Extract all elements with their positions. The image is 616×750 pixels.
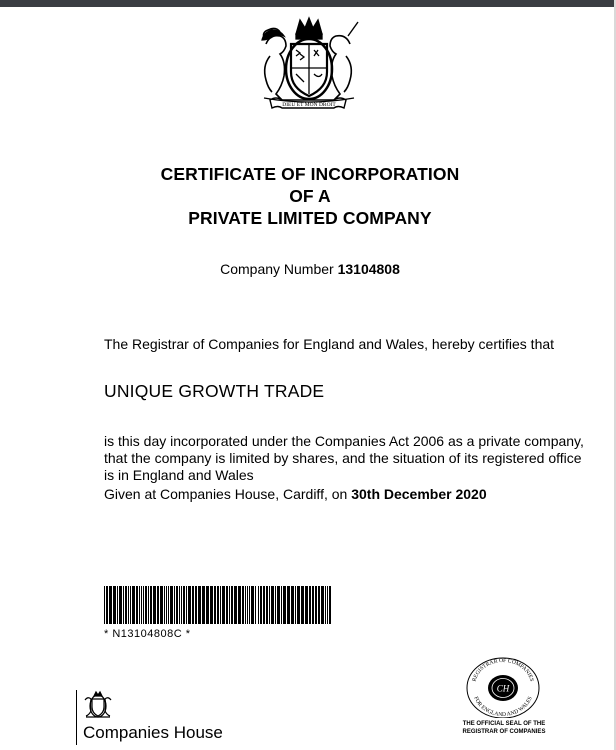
barcode-bar — [234, 586, 237, 624]
seal-caption — [452, 720, 556, 736]
barcode-bar — [109, 586, 112, 624]
barcode-bar — [222, 586, 225, 624]
barcode-bar — [301, 586, 304, 624]
barcode-bar — [128, 586, 129, 624]
barcode-bar — [125, 586, 127, 624]
barcode-bar — [214, 586, 216, 624]
barcode-bar — [132, 586, 135, 624]
barcode-bar — [258, 586, 259, 624]
barcode-bar — [329, 586, 331, 624]
given-date: 30th December 2020 — [351, 486, 487, 502]
barcode-bar — [226, 586, 228, 624]
barcode-bar — [283, 586, 286, 624]
barcode-bar — [106, 586, 108, 624]
barcode-bar — [145, 586, 147, 624]
barcode-bar — [260, 586, 262, 624]
title-line-2: OF A — [289, 186, 331, 206]
barcode-bar — [166, 586, 167, 624]
official-seal-icon — [463, 652, 543, 718]
barcode-bar — [217, 586, 219, 624]
barcode-bar — [277, 586, 280, 624]
barcode-bar — [186, 586, 187, 624]
barcode-bar — [242, 586, 244, 624]
companies-house-divider — [76, 690, 77, 745]
barcode-bar — [181, 586, 182, 624]
viewer-top-bar — [0, 0, 616, 7]
barcode-bar — [148, 586, 149, 624]
company-number-value: 13104808 — [337, 261, 400, 277]
barcode-bar — [176, 586, 178, 624]
barcode-bar — [245, 586, 246, 624]
seal-caption-line-2: REGISTRAR OF COMPANIES — [462, 729, 546, 735]
barcode-bar — [312, 586, 314, 624]
barcode-bar — [281, 586, 282, 624]
barcode-icon — [104, 586, 333, 624]
barcode-bar — [249, 586, 250, 624]
barcode-bar — [170, 586, 173, 624]
barcode-bar — [153, 586, 156, 624]
barcode-bar — [117, 586, 118, 624]
companies-house-crest-icon — [82, 690, 114, 720]
barcode-bar — [266, 586, 268, 624]
barcode-bar — [318, 586, 320, 624]
barcode-bar — [130, 586, 131, 624]
barcode-bar — [295, 586, 296, 624]
barcode-bar — [183, 586, 185, 624]
barcode-bar — [251, 586, 254, 624]
certificate-title — [0, 163, 616, 229]
barcode-bar — [210, 586, 213, 624]
barcode-bar — [157, 586, 159, 624]
barcode-bar — [198, 586, 201, 624]
barcode-bar — [143, 586, 144, 624]
barcode-bar — [179, 586, 180, 624]
barcode-bar — [315, 586, 317, 624]
barcode-bar — [164, 586, 165, 624]
barcode-bar — [327, 586, 328, 624]
barcode-bar — [291, 586, 294, 624]
seal-caption-line-1: THE OFFICIAL SEAL OF THE — [462, 721, 546, 727]
barcode-bar — [141, 586, 142, 624]
barcode-bar — [136, 586, 138, 624]
seal-text-top: REGISTRAR OF COMPANIES — [471, 657, 535, 683]
barcode-bar — [269, 586, 270, 624]
title-line-1: CERTIFICATE OF INCORPORATION — [160, 164, 460, 184]
registrar-statement: The Registrar of Companies for England and Wales, hereby certifies that — [104, 336, 555, 352]
company-number-label: Company Number — [220, 261, 334, 277]
barcode-bar — [113, 586, 116, 624]
barcode-bar — [263, 586, 265, 624]
barcode-bar — [321, 586, 324, 624]
barcode-bar — [195, 586, 197, 624]
barcode-bar — [229, 586, 230, 624]
companies-house-label: Companies House — [83, 723, 223, 742]
barcode-bar — [123, 586, 124, 624]
barcode-bar — [119, 586, 122, 624]
seal-text-bottom: FOR ENGLAND AND WALES — [472, 695, 534, 718]
barcode-bar — [192, 586, 194, 624]
barcode-bar — [206, 586, 209, 624]
barcode-bar — [271, 586, 274, 624]
given-statement — [104, 486, 487, 502]
barcode-bar — [104, 586, 105, 624]
company-name: UNIQUE GROWTH TRADE — [104, 381, 325, 401]
seal-monogram: CH — [496, 683, 510, 694]
barcode-bar — [297, 586, 300, 624]
barcode-text: * N13104808C * — [104, 628, 191, 640]
barcode-bar — [188, 586, 191, 624]
company-number-line — [0, 261, 616, 277]
barcode-bar — [174, 586, 175, 624]
incorporation-statement: is this day incorporated under the Companies Act 2006 as a private company, that the company is limited by shares, and the situation of its registered office is in England and Wales — [104, 433, 584, 483]
barcode-bar — [255, 586, 256, 624]
barcode-bar — [325, 586, 326, 624]
barcode-bar — [275, 586, 276, 624]
barcode-bar — [150, 586, 152, 624]
crest-motto: DIEU ET MON DROIT — [282, 102, 336, 108]
barcode-bar — [231, 586, 233, 624]
barcode-bar — [247, 586, 248, 624]
barcode-bar — [139, 586, 140, 624]
barcode-bar — [160, 586, 163, 624]
barcode-bar — [168, 586, 169, 624]
barcode-bar — [202, 586, 205, 624]
royal-coat-of-arms-icon — [256, 14, 362, 114]
barcode-bar — [220, 586, 221, 624]
barcode-bar — [305, 586, 308, 624]
title-line-3: PRIVATE LIMITED COMPANY — [188, 208, 432, 228]
barcode-bar — [309, 586, 311, 624]
barcode-bar — [287, 586, 290, 624]
barcode-bar — [238, 586, 241, 624]
given-text: Given at Companies House, Cardiff, on — [104, 486, 348, 502]
